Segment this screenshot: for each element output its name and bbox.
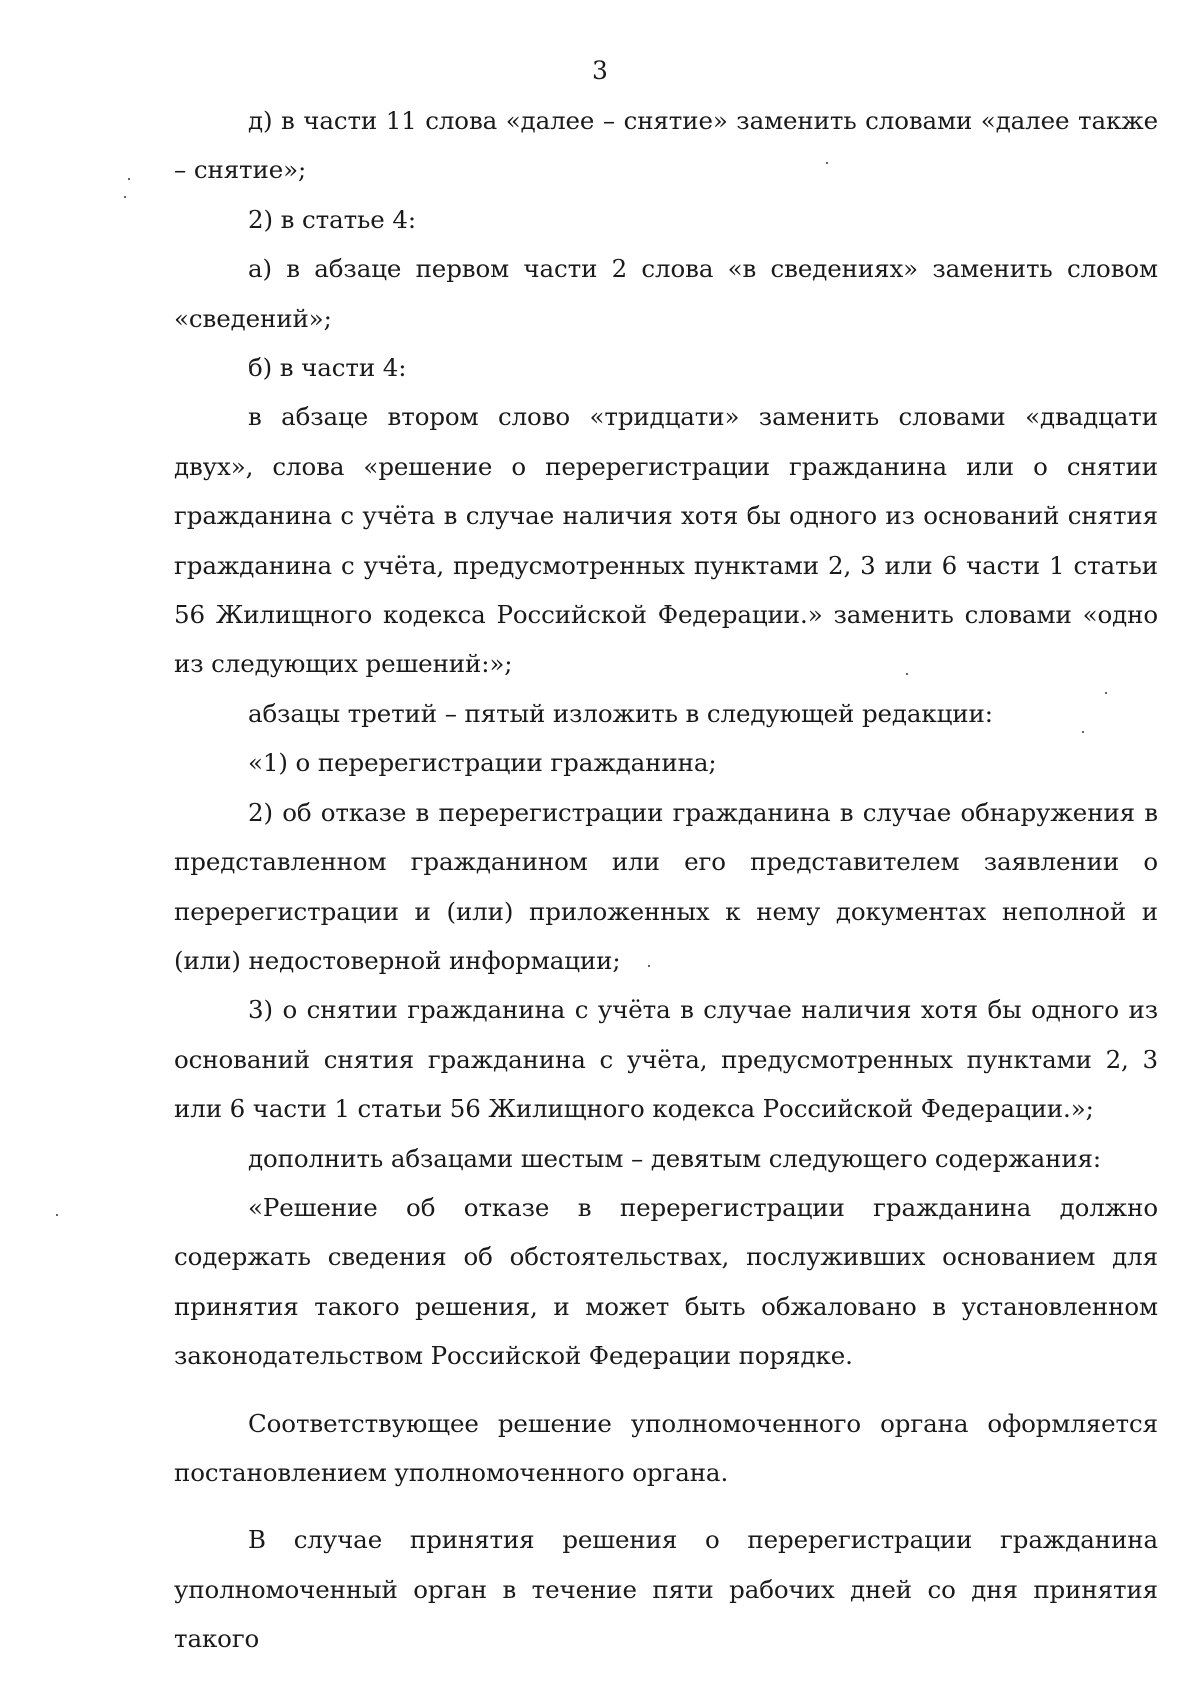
paragraph: 2) об отказе в перерегистрации гражданина в случае обнаружения в представленном гражданином или его представителем заявлении о перерегистрации и (или) приложенных к нему документах неполной и (или) недостоверной информации;	[174, 797, 1158, 975]
paragraph: абзацы третий – пятый изложить в следующей редакции:	[248, 698, 993, 728]
paragraph: в абзаце втором слово «тридцати» заменить словами «двадцати двух», слова «решение о перерегистрации гражданина или о снятии гражданина с учёта в случае наличия хотя бы одного из оснований снятия гражданина с учёта, предусмотренных пунктами 2, 3 или 6 части 1 статьи 56 Жилищного кодекса Российской Федерации.» заменить словами «одно из следующих решений:»;	[174, 402, 1158, 679]
paragraph: дополнить абзацами шестым – девятым следующего содержания:	[248, 1143, 1102, 1173]
scan-speck	[648, 965, 650, 967]
scan-speck	[1105, 692, 1107, 694]
scan-speck	[56, 1214, 58, 1216]
paragraph: а) в абзаце первом части 2 слова «в сведениях» заменить словом «сведений»;	[174, 254, 1158, 333]
paragraph: д) в части 11 слова «далее – снятие» заменить словами «далее также – снятие»;	[174, 106, 1158, 185]
paragraph: В случае принятия решения о перерегистрации гражданина уполномоченный орган в течение пяти рабочих дней со дня принятия такого	[174, 1525, 1158, 1654]
scan-speck	[906, 673, 908, 675]
scan-speck	[124, 196, 126, 198]
paragraph: б) в части 4:	[248, 353, 407, 383]
scan-speck	[1082, 731, 1084, 733]
paragraph: 3) о снятии гражданина с учёта в случае наличия хотя бы одного из оснований снятия гражданина с учёта, предусмотренных пунктами 2, 3 или 6 части 1 статьи 56 Жилищного кодекса Российской Федерации.»;	[174, 995, 1158, 1124]
scan-speck	[826, 162, 828, 164]
paragraph: Соответствующее решение уполномоченного органа оформляется постановлением уполномоченного органа.	[174, 1408, 1158, 1487]
scan-speck	[128, 178, 130, 180]
paragraph: 2) в статье 4:	[248, 204, 417, 234]
page-number: 3	[592, 56, 608, 85]
paragraph: «Решение об отказе в перерегистрации гражданина должно содержать сведения об обстоятельствах, послуживших основанием для принятия такого решения, и может быть обжаловано в установленном законодательством Российской Федерации порядке.	[174, 1192, 1158, 1371]
document-body	[174, 96, 1158, 1664]
paragraph: «1) о перерегистрации гражданина;	[248, 748, 717, 778]
